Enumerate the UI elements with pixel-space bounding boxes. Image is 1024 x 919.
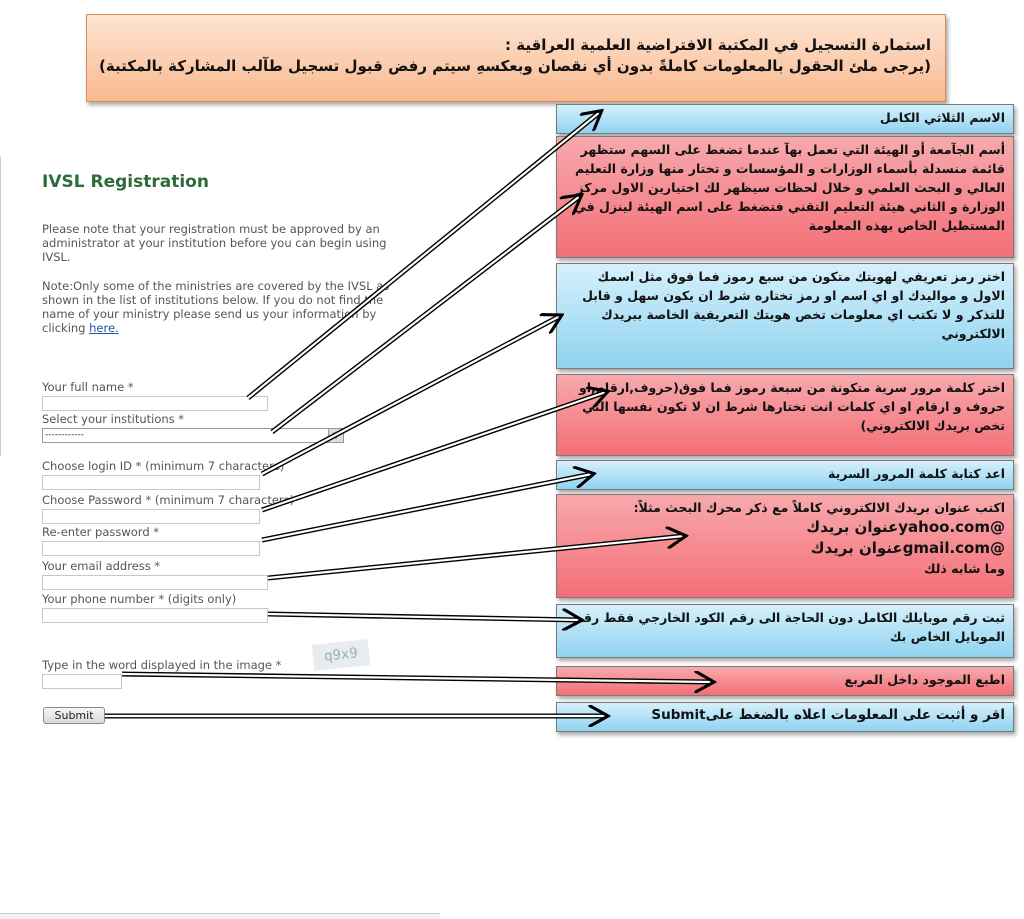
ministries-note-text: Note:Only some of the ministries are covered by the IVSL as shown in the list of institutions below. If you do not find the name of your ministry please send us your information by clicking <box>42 279 390 335</box>
reenter-password-label: Re-enter password * <box>42 525 160 539</box>
box-email-line4: وما شابه ذلك <box>924 561 1005 576</box>
reenter-password-input[interactable] <box>42 541 260 556</box>
captcha-input[interactable] <box>42 674 122 689</box>
captcha-image: q9x9 <box>312 639 370 671</box>
bottom-scrollbar[interactable] <box>0 913 440 919</box>
box-captcha: اطبع الموجود داخل المربع <box>556 666 1014 696</box>
box-email-line2: @yahoo.comعنوان بريدك <box>806 518 1005 536</box>
box-login-id: اختر رمز تعريفي لهويتك متكون من سبع رموز فما فوق مثل اسمك الاول و مواليدك او اي اسم او رمز تختاره شرط ان يكون سهل و قابل للتذكر و لا تكتب اي معلومات تخص هويتك التعريفية الخاصة ببريدك الالكتروني <box>556 263 1014 369</box>
approval-note: Please note that your registration must be approved by an administrator at your institution before you can begin using IVSL. <box>42 222 387 264</box>
password-label: Choose Password * (minimum 7 characters) <box>42 493 295 507</box>
form-title: IVSL Registration <box>42 172 209 192</box>
box-phone: ثبت رقم موبايلك الكامل دون الحاجة الى رقم الكود الخارجي فقط رقم الموبايل الخاص بك <box>556 604 1014 658</box>
chevron-down-icon[interactable]: ▼ <box>328 429 343 442</box>
box-institutions: أسم الجآمعة أو الهيئة التي تعمل بهآ عندما تضغط على السهم ستظهر قائمة منسدلة بأسماء الوزارات و المؤسسات و تختار منها وزارة التعليم العالي و البحث العلمي و خلال لحظات سيظهر لك اختيارين الاول مركز الوزارة و الثاني هيئة التعليم التقني فتضغط على اسم الهيئة لينزل في المستطيل الخاص بهذه المعلومة <box>556 136 1014 258</box>
institutions-select[interactable] <box>42 428 344 443</box>
submit-button[interactable]: Submit <box>43 707 105 724</box>
login-id-label: Choose login ID * (minimum 7 characters) <box>42 459 285 473</box>
instructions-header <box>86 14 946 102</box>
header-line1: استمارة التسجيل في المكتبة الافتراضية العلمية العراقية : <box>505 36 931 54</box>
login-id-input[interactable] <box>42 475 260 490</box>
phone-input[interactable] <box>42 608 268 623</box>
institutions-label: Select your institutions * <box>42 412 185 426</box>
registration-form <box>0 150 440 768</box>
full-name-label: Your full name * <box>42 380 134 394</box>
here-link[interactable]: here. <box>89 321 119 335</box>
box-submit: اقر و أثبت على المعلومات اعلاه بالضغط علىSubmit <box>556 702 1014 732</box>
box-email-line1: اكتب عنوان بريدك الالكتروني كاملاً مع ذكر محرك البحث مثلاً: <box>633 500 1005 515</box>
box-email-line3: @gmail.comعنوان بريدك <box>810 539 1005 557</box>
email-input[interactable] <box>42 575 268 590</box>
phone-label: Your phone number * (digits only) <box>42 592 237 606</box>
box-reenter-password: اعد كتابة كلمة المرور السرية <box>556 460 1014 490</box>
captcha-label: Type in the word displayed in the image * <box>42 658 282 672</box>
box-email <box>556 494 1014 598</box>
form-left-edge <box>0 156 6 456</box>
institutions-selected: ------------ <box>45 430 84 440</box>
box-full-name: الاسم الثلاثي الكامل <box>556 104 1014 134</box>
box-password: اختر كلمة مرور سرية متكونة من سبعة رموز فما فوق(حروف,ارقام,او حروف و ارقام او اي كلمات انت تختارها شرط ان لا تكون نفسها التي تخص بريدك الالكتروني) <box>556 374 1014 456</box>
email-label: Your email address * <box>42 559 161 573</box>
header-line2: (يرجى ملئ الحقول بالمعلومات كاملةً بدون أي نقصان وبعكسهِ سيتم رفض قبول تسجيل طآلب المشاركة بالمكتبة) <box>99 57 931 75</box>
ministries-note <box>42 279 414 335</box>
password-input[interactable] <box>42 509 260 524</box>
full-name-input[interactable] <box>42 396 268 411</box>
